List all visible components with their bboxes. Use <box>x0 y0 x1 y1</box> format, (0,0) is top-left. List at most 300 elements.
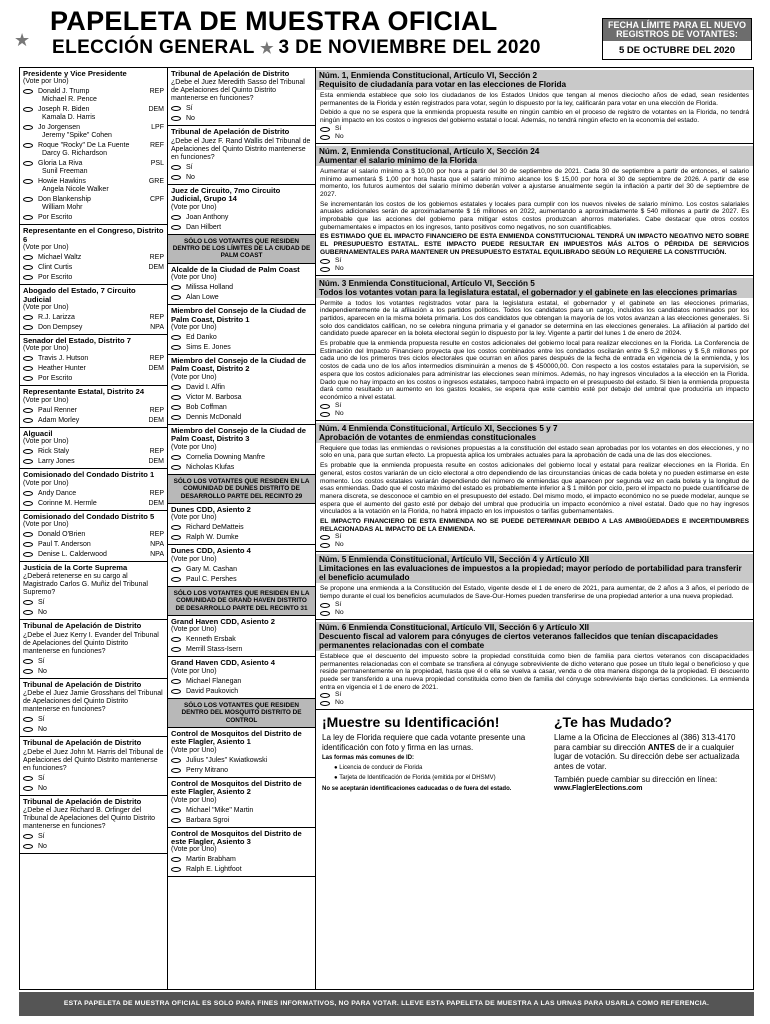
candidate-name <box>186 224 312 232</box>
id-title: ¡Muestre su Identificación! <box>322 714 500 731</box>
candidate-option[interactable] <box>23 417 164 425</box>
id-form-item: ● Tarjeta de Identificación de Florida (emitida por el DHSMV) <box>334 775 496 782</box>
candidate-option[interactable] <box>171 164 312 172</box>
vote-instruction: (Vote por Uno) <box>23 244 69 252</box>
candidate-name <box>186 636 312 644</box>
race-contest <box>168 778 315 828</box>
candidate-option[interactable] <box>171 566 312 574</box>
ballot-oval[interactable] <box>23 89 33 94</box>
race-title: Tribunal de Apelación de Distrito <box>171 127 290 137</box>
ballot-oval[interactable] <box>171 455 181 460</box>
candidate-option[interactable] <box>23 500 164 508</box>
party-label: DEM <box>148 365 164 373</box>
move-title: ¿Te has Mudado? <box>554 714 672 731</box>
ballot-oval[interactable] <box>23 107 33 112</box>
candidate-option[interactable] <box>23 214 164 222</box>
candidate-name <box>38 264 142 272</box>
race-title: Tribunal de Apelación de Distrito <box>23 621 142 631</box>
ballot-oval[interactable] <box>23 215 33 220</box>
race-title: Grand Haven CDD, Asiento 2 <box>171 616 275 626</box>
ballot-oval[interactable] <box>171 818 181 823</box>
race-title: Presidente y Vice Presidente <box>23 69 127 78</box>
candidate-option[interactable] <box>23 785 164 793</box>
vote-option-no[interactable] <box>320 609 749 617</box>
name-line: Alan Lowe <box>186 294 219 302</box>
ballot-oval[interactable] <box>23 255 33 260</box>
column-2 <box>168 68 316 989</box>
vote-instruction: (Vote por Uno) <box>23 521 69 529</box>
id-note: No se aceptarán identificaciones caducadas o de fuera del estado. <box>322 786 512 793</box>
candidate-name <box>186 534 312 542</box>
ballot-oval[interactable] <box>23 786 33 791</box>
candidate-option[interactable] <box>171 394 312 402</box>
ballot-oval[interactable] <box>23 717 33 722</box>
name-line: Sí <box>186 105 193 113</box>
ballot-oval[interactable] <box>23 659 33 664</box>
candidate-option[interactable] <box>171 174 312 182</box>
vote-option-no[interactable] <box>320 541 749 549</box>
ballot-oval[interactable] <box>23 669 33 674</box>
candidate-option[interactable] <box>23 88 164 104</box>
party-label: LPF <box>151 124 164 132</box>
ballot-oval[interactable] <box>23 161 33 166</box>
race-contest <box>20 428 167 469</box>
ballot-oval[interactable] <box>23 179 33 184</box>
race-contest <box>20 68 167 225</box>
race-title: Tribunal de Apelación de Distrito <box>23 679 142 689</box>
name-line: Gary M. Cashan <box>186 565 237 573</box>
vote-option-yes[interactable] <box>320 257 749 265</box>
ballot-oval[interactable] <box>171 345 181 350</box>
candidate-name <box>38 531 142 539</box>
ballot-oval[interactable] <box>171 116 181 121</box>
candidate-option[interactable] <box>23 142 164 158</box>
retention-question: ¿Debe el Juez Jamie Grosshans del Tribunal de Apelaciones del Quinto Distrito mantenerse en funciones? <box>23 690 163 714</box>
ballot-oval[interactable] <box>171 758 181 763</box>
candidate-option[interactable] <box>171 866 312 874</box>
elections-url[interactable]: www.FlaglerElections.com <box>554 784 643 792</box>
candidate-name <box>38 609 164 617</box>
candidate-option[interactable] <box>171 344 312 352</box>
ballot-oval[interactable] <box>320 259 330 264</box>
ballot-oval[interactable] <box>23 834 33 839</box>
ballot-oval[interactable] <box>171 679 181 684</box>
candidate-name <box>38 726 164 734</box>
ballot-oval[interactable] <box>320 135 330 140</box>
ballot-oval[interactable] <box>23 376 33 381</box>
candidate-name <box>186 678 312 686</box>
candidate-name <box>38 417 142 425</box>
candidate-name <box>186 164 312 172</box>
ballot-oval[interactable] <box>171 285 181 290</box>
amendment-subtitle: Limitaciones en las evaluaciones de impuestos a la propiedad; mayor período de portabilidad para transferir el beneficio acumulado <box>319 564 742 583</box>
candidate-option[interactable] <box>23 668 164 676</box>
candidate-option[interactable] <box>23 124 164 140</box>
candidate-option[interactable] <box>23 264 164 272</box>
vote-instruction: (Vote por Uno) <box>171 373 217 381</box>
ballot-oval[interactable] <box>320 603 330 608</box>
name-line: Nicholas Klufas <box>186 463 235 471</box>
candidate-option[interactable] <box>171 678 312 686</box>
candidate-option[interactable] <box>23 196 164 212</box>
candidate-option[interactable] <box>171 414 312 422</box>
race-title: Grand Haven CDD, Asiento 4 <box>171 658 275 668</box>
candidate-option[interactable] <box>23 458 164 466</box>
name-line: No <box>38 726 47 734</box>
race-title: Comisionado del Condado Distrito 5 <box>23 511 155 521</box>
race-contest <box>20 737 167 795</box>
ballot-oval[interactable] <box>23 325 33 330</box>
candidate-option[interactable] <box>171 524 312 532</box>
name-line: Sí <box>38 657 45 665</box>
amendment <box>316 68 753 144</box>
candidate-name <box>186 856 312 864</box>
vote-option-no[interactable] <box>320 699 749 707</box>
name-line: Ralph W. Dumke <box>186 534 239 542</box>
ballot-oval[interactable] <box>171 165 181 170</box>
candidate-option[interactable] <box>23 833 164 841</box>
vote-option-yes[interactable] <box>320 691 749 699</box>
vote-option-yes[interactable] <box>320 402 749 410</box>
amendment-text: Esta enmienda establece que solo los ciudadanos de los Estados Unidos que tengan al menos dieciocho años de edad, sean residentes permanentes de la Florida y estén registrados para votar, según lo dispuesto por la ley, calificarán para votar en una elección de Florida. <box>320 92 749 107</box>
ballot-oval[interactable] <box>23 265 33 270</box>
race-contest <box>20 335 167 386</box>
race-contest <box>20 620 167 678</box>
name-line: No <box>186 115 195 123</box>
candidate-option[interactable] <box>171 464 312 472</box>
option-label: No <box>335 132 344 140</box>
candidate-option[interactable] <box>23 551 164 559</box>
ballot-oval[interactable] <box>320 127 330 132</box>
vote-option-no[interactable] <box>320 265 749 273</box>
amendment-title: Núm. 5 Enmienda Constitucional, Artículo VII, Sección 4 y Artículo XII <box>319 555 590 565</box>
candidate-option[interactable] <box>171 454 312 462</box>
info-boxes <box>316 710 753 820</box>
vote-instruction: (Vote por Uno) <box>171 443 217 451</box>
vote-option-no[interactable] <box>320 133 749 141</box>
ballot-oval[interactable] <box>171 385 181 390</box>
name-line: David I. Alfin <box>186 383 225 391</box>
ballot-oval[interactable] <box>23 459 33 464</box>
amendment-title: Núm. 2, Enmienda Constitucional, Artículo X, Sección 24 <box>319 146 540 156</box>
name-line: Michael Waltz <box>38 254 82 262</box>
candidate-option[interactable] <box>23 324 164 332</box>
ballot-oval[interactable] <box>171 106 181 111</box>
ballot-oval[interactable] <box>23 532 33 537</box>
candidate-option[interactable] <box>171 534 312 542</box>
candidate-option[interactable] <box>23 843 164 851</box>
race-contest <box>168 545 315 586</box>
id-form-item: ● Licencia de conducir de Florida <box>334 765 423 772</box>
candidate-option[interactable] <box>171 115 312 123</box>
race-title: Justicia de la Corte Suprema <box>23 563 128 573</box>
candidate-name <box>38 314 142 322</box>
candidate-option[interactable] <box>171 646 312 654</box>
vote-instruction: (Vote por Uno) <box>171 555 217 563</box>
ballot-oval[interactable] <box>171 768 181 773</box>
candidate-name <box>186 105 312 113</box>
amendment-subtitle: Todos los votantes votan para la legislatura estatal, el gobernador y el gabinete en las elecciones primarias <box>319 287 738 297</box>
candidate-option[interactable] <box>171 807 312 815</box>
running-mate: Michael R. Pence <box>42 96 97 104</box>
ballot-oval[interactable] <box>320 404 330 409</box>
running-mate: Angela Nicole Walker <box>42 186 109 194</box>
candidate-option[interactable] <box>23 490 164 498</box>
ballot-oval[interactable] <box>320 412 330 417</box>
ballot-oval[interactable] <box>171 637 181 642</box>
candidate-option[interactable] <box>23 375 164 383</box>
retention-question: ¿Debe el Juez Meredith Sasso del Tribunal de Apelaciones del Quinto Distrito mantenerse en funciones? <box>171 79 305 103</box>
candidate-option[interactable] <box>23 726 164 734</box>
election-name: ELECCIÓN GENERAL ★ 3 DE NOVIEMBRE DEL 2020 <box>52 37 541 58</box>
vote-option-no[interactable] <box>320 410 749 418</box>
amendment-subtitle: Aumentar el salario mínimo de la Florida <box>319 155 477 165</box>
ballot-oval[interactable] <box>171 465 181 470</box>
footer-notice: ESTA PAPELETA DE MUESTRA OFICIAL ES SOLO PARA FINES INFORMATIVOS, NO PARA VOTAR. LLEVE ESTA PAPELETA DE MUESTRA A LAS URNAS PARA USARLA COMO REFERENCIA. <box>19 992 754 1016</box>
vote-option-yes[interactable] <box>320 533 749 541</box>
candidate-option[interactable] <box>171 384 312 392</box>
candidate-option[interactable] <box>171 294 312 302</box>
name-line: Sí <box>186 163 193 171</box>
vote-instruction: (Vote por Uno) <box>171 203 217 211</box>
name-line: No <box>38 609 47 617</box>
name-line: Merrill Stass-Isern <box>186 646 243 654</box>
ballot-oval[interactable] <box>23 418 33 423</box>
ballot-oval[interactable] <box>171 647 181 652</box>
ballot-oval[interactable] <box>23 143 33 148</box>
ballot-oval[interactable] <box>171 567 181 572</box>
amendment-subtitle: Aprobación de votantes de enmiendas constitucionales <box>319 432 537 442</box>
amendment <box>316 552 753 619</box>
candidate-option[interactable] <box>23 178 164 194</box>
candidate-option[interactable] <box>23 775 164 783</box>
candidate-name <box>38 448 142 456</box>
ballot-oval[interactable] <box>23 501 33 506</box>
candidate-option[interactable] <box>171 214 312 222</box>
ballot-oval[interactable] <box>171 535 181 540</box>
ballot-oval[interactable] <box>171 577 181 582</box>
ballot-oval[interactable] <box>171 808 181 813</box>
name-line: Corinne M. Hermle <box>38 499 97 507</box>
race-contest <box>20 562 167 620</box>
name-line: Dennis McDonald <box>186 413 242 421</box>
race-title: Dunes CDD, Asiento 2 <box>171 504 251 514</box>
candidate-option[interactable] <box>23 531 164 539</box>
ballot-oval[interactable] <box>171 295 181 300</box>
amendment-text: Debido a que no se espera que la enmienda propuesta resulte en ningún cambio en el proceso de registro de votantes en la Florida, no tendrá ningún impacto en los costos o ingresos del gobierno estatal o local. Además, no tendrá ningún efecto en la economía del estado. <box>320 109 749 125</box>
candidate-option[interactable] <box>23 106 164 122</box>
party-label: REF <box>150 142 164 150</box>
vote-instruction: (Vote por Uno) <box>23 438 69 446</box>
candidate-option[interactable] <box>171 817 312 825</box>
candidate-name <box>38 668 164 676</box>
financial-impact: ES ESTIMADO QUE EL IMPACTO FINANCIERO DE ESTA ENMIENDA CONSTITUCIONAL TENDRÁ UN IMPACTO NEGATIVO NETO SOBRE EL PRESUPUESTO ESTATAL. ESTE IMPACTO PUEDE RESULTAR EN IMPUESTOS MÁS ALTOS O PÉRDIDA DE SERVICIOS GUBERNAMENTALES PARA MANTENER UN PRESUPUESTO ESTATAL EQUILIBRADO SEGÚN LO REQUIERE LA CONSTITUCIÓN. <box>320 233 749 256</box>
candidate-name <box>38 833 164 841</box>
vote-instruction: (Vote por Uno) <box>23 304 69 312</box>
race-contest <box>168 616 315 657</box>
section-header: SÓLO LOS VOTANTES QUE RESIDEN EN LA COMUNIDAD DE DUNES DISTRITO DE DESARROLLO PARTE DEL RECINTO 29 <box>168 475 315 504</box>
ballot-oval[interactable] <box>23 600 33 605</box>
ballot-oval[interactable] <box>171 215 181 220</box>
candidate-option[interactable] <box>171 576 312 584</box>
vote-instruction: (Vote por Uno) <box>171 626 217 634</box>
move-text: Llame a la Oficina de Elecciones al (386) 313-4170 para cambiar su dirección ANTES de ir a cualquier lugar de votación. Su dirección debe ser actualizada antes de votar. <box>554 733 740 771</box>
ballot-oval[interactable] <box>23 366 33 371</box>
candidate-option[interactable] <box>23 407 164 415</box>
retention-question: ¿Debe el Juez Kerry I. Evander del Tribunal de Apelaciones del Quinto Distrito mantenerse en funciones? <box>23 631 159 655</box>
candidate-option[interactable] <box>23 314 164 322</box>
candidate-option[interactable] <box>23 160 164 176</box>
ballot-oval[interactable] <box>23 542 33 547</box>
candidate-name <box>186 394 312 402</box>
candidate-option[interactable] <box>171 856 312 864</box>
candidate-name <box>38 355 142 363</box>
option-label: No <box>335 608 344 616</box>
ballot-oval[interactable] <box>171 857 181 862</box>
candidate-name <box>38 785 164 793</box>
candidate-option[interactable] <box>171 688 312 696</box>
race-contest <box>20 679 167 737</box>
name-line: Roque "Rocky" De La Fuente <box>38 142 130 150</box>
candidate-name <box>186 524 312 532</box>
ballot-oval[interactable] <box>23 844 33 849</box>
ballot-oval[interactable] <box>23 275 33 280</box>
candidate-option[interactable] <box>171 757 312 765</box>
candidate-option[interactable] <box>23 274 164 282</box>
ballot-oval[interactable] <box>171 175 181 180</box>
ballot-oval[interactable] <box>171 689 181 694</box>
party-label: DEM <box>148 416 164 424</box>
race-title: Senador del Estado, Distrito 7 <box>23 336 132 346</box>
candidate-option[interactable] <box>23 716 164 724</box>
candidate-name <box>186 817 312 825</box>
candidate-name <box>186 757 312 765</box>
candidate-option[interactable] <box>23 448 164 456</box>
running-mate: Jeremy "Spike" Cohen <box>42 132 112 140</box>
ballot-oval[interactable] <box>23 356 33 361</box>
ballot-oval[interactable] <box>23 776 33 781</box>
ballot-oval[interactable] <box>23 727 33 732</box>
amendment-header <box>316 423 753 443</box>
name-line: Paul Renner <box>38 406 77 414</box>
party-label: REP <box>149 254 164 262</box>
name-line: Sí <box>38 599 45 607</box>
ballot-oval[interactable] <box>320 693 330 698</box>
name-line: No <box>38 667 47 675</box>
registration-deadline: FECHA LÍMITE PARA EL NUEVO REGISTROS DE VOTANTES: 5 DE OCTUBRE DEL 2020 <box>602 18 752 60</box>
ballot-oval[interactable] <box>171 225 181 230</box>
option-label: Sí <box>335 533 342 541</box>
candidate-name <box>38 274 164 282</box>
ballot-oval[interactable] <box>23 315 33 320</box>
vote-instruction: (Vote por Uno) <box>171 846 217 854</box>
name-line: Martin Brabham <box>186 856 236 864</box>
option-label: No <box>335 541 344 549</box>
amendment-text: Permite a todos los votantes registrados votar para la legislatura estatal, el gobernador y el gabinete en las elecciones primarias, independientemente de la afiliación a los partidos políticos. Todos los candidatos para un cargo, incluidos los candidatos nominados por los partidos, aparecen en la misma boleta primaria. Los dos candidatos que obtengan la mayoría de los votos avanzan a las elecciones generales. Si solo dos candidatos califican, no se celebra ninguna primaria y el ganador se determina en las elecciones generales. La afiliación al partido del candidato puede aparecer en la boleta electoral según lo dispuesto por la ley. Vigente a partir del lunes 1 de enero de 2024. <box>320 299 749 338</box>
name-line: Heather Hunter <box>38 365 86 373</box>
candidate-option[interactable] <box>171 105 312 113</box>
race-contest <box>168 828 315 878</box>
ballot-oval[interactable] <box>171 867 181 872</box>
party-label: CPF <box>150 196 164 204</box>
candidate-option[interactable] <box>171 284 312 292</box>
name-line: Jo Jorgensen <box>38 124 81 132</box>
ballot-oval[interactable] <box>23 449 33 454</box>
retention-question: ¿Debe el Juez Richard B. Orfinger del Tribunal de Apelaciones del Quinto Distrito mantenerse en funciones? <box>23 807 156 831</box>
name-line: Ralph E. Lightfoot <box>186 866 242 874</box>
ballot-oval[interactable] <box>171 395 181 400</box>
ballot-oval[interactable] <box>320 611 330 616</box>
candidate-option[interactable] <box>23 658 164 666</box>
vote-option-yes[interactable] <box>320 601 749 609</box>
ballot-oval[interactable] <box>23 125 33 130</box>
candidate-option[interactable] <box>171 404 312 412</box>
candidate-option[interactable] <box>23 254 164 262</box>
name-line: Travis J. Hutson <box>38 355 89 363</box>
ballot-oval[interactable] <box>171 415 181 420</box>
candidate-option[interactable] <box>23 599 164 607</box>
candidate-option[interactable] <box>23 541 164 549</box>
ballot-oval[interactable] <box>320 535 330 540</box>
name-line: Barbara Sgroi <box>186 816 230 824</box>
ballot-oval[interactable] <box>23 408 33 413</box>
ballot-oval[interactable] <box>23 197 33 202</box>
name-line: Larry Jones <box>38 458 75 466</box>
name-line: Michael "Mike" Martin <box>186 806 254 814</box>
name-line: Paul C. Pershes <box>186 575 237 583</box>
candidate-option[interactable] <box>171 334 312 342</box>
amendment-text: Es probable que la enmienda propuesta resulte en costos adicionales del gobierno local para realizar elecciones en la Florida. La Conferencia de Estimación del Impacto Financiero proyecta que los costos combinados entre los condados oscilarán entre $ 5,2 millones y $ 5,8 millones por cada uno de los primeros tres ciclos electorales que ocurran en años pares después de la fecha de entrada en vigencia de la enmienda, y los costos de cada uno de los años intermedios disminuirán a menos de $ 450000,00. Con respecto a los costos estatales para la supervisión, se espera que los costos adicionales para administrar las elecciones sean mínimos. Además, no hay ingresos vinculados a la elección en la Florida. Dado que no hay impacto en los costos o ingresos estatales, tampoco habrá impacto en el presupuesto del estado. Si bien la enmienda propuesta dará como resultado un aumento en los gastos locales, se espera que este cambio esté por debajo del umbral que produciría un impacto económico a nivel estatal. <box>320 340 749 401</box>
candidate-name <box>38 375 164 383</box>
option-label: Sí <box>335 600 342 608</box>
amendment-header <box>316 278 753 298</box>
ballot-oval[interactable] <box>23 552 33 557</box>
ballot-oval[interactable] <box>171 525 181 530</box>
ballot-oval[interactable] <box>171 405 181 410</box>
candidate-option[interactable] <box>23 355 164 363</box>
candidate-option[interactable] <box>171 636 312 644</box>
candidate-option[interactable] <box>23 609 164 617</box>
vote-instruction: (Vote por Uno) <box>23 396 69 404</box>
race-title: Control de Mosquitos del Distrito de este Flagler, Asiento 2 <box>171 778 302 797</box>
vote-instruction: (Vote por Uno) <box>171 746 217 754</box>
name-line: Michael Flanegan <box>186 677 242 685</box>
amendment-text: Aumentar el salario mínimo a $ 10,00 por hora a partir del 30 de septiembre de 2021. Cada 30 de septiembre a partir de entonces, el salario mínimo aumentará $ 1,00 por hora hasta que el salario mínimo alcance los $ 15,00 por hora el 30 de septiembre de 2026. A partir de ese momento, los futuros aumentos del salario mínimo deberán volver a ajustarse anualmente según la inflación a partir del 30 de septiembre de 2027. <box>320 167 749 198</box>
candidate-option[interactable] <box>171 224 312 232</box>
ballot-oval[interactable] <box>23 610 33 615</box>
party-label: NPA <box>150 551 164 559</box>
id-text: La ley de Florida requiere que cada votante presente una identificación con foto y firma en las urnas. <box>322 733 526 752</box>
candidate-name <box>38 214 164 222</box>
ballot-oval[interactable] <box>320 701 330 706</box>
ballot-oval[interactable] <box>23 491 33 496</box>
amendment <box>316 421 753 553</box>
candidate-option[interactable] <box>23 365 164 373</box>
amendment-subtitle: Descuento fiscal ad valorem para cónyuges de ciertos veteranos fallecidos que tenían discapacidades permanentes relacionadas con el combate <box>319 631 719 650</box>
ballot-oval[interactable] <box>320 543 330 548</box>
candidate-name <box>38 254 142 262</box>
name-line: Dan Hilbert <box>186 223 222 231</box>
ballot-oval[interactable] <box>171 335 181 340</box>
race-contest <box>168 425 315 475</box>
candidate-name <box>186 807 312 815</box>
candidate-option[interactable] <box>171 767 312 775</box>
candidate-name <box>38 160 142 176</box>
vote-option-yes[interactable] <box>320 125 749 133</box>
name-line: Sims E. Jones <box>186 344 231 352</box>
candidate-name <box>38 88 142 104</box>
ballot-oval[interactable] <box>320 267 330 272</box>
